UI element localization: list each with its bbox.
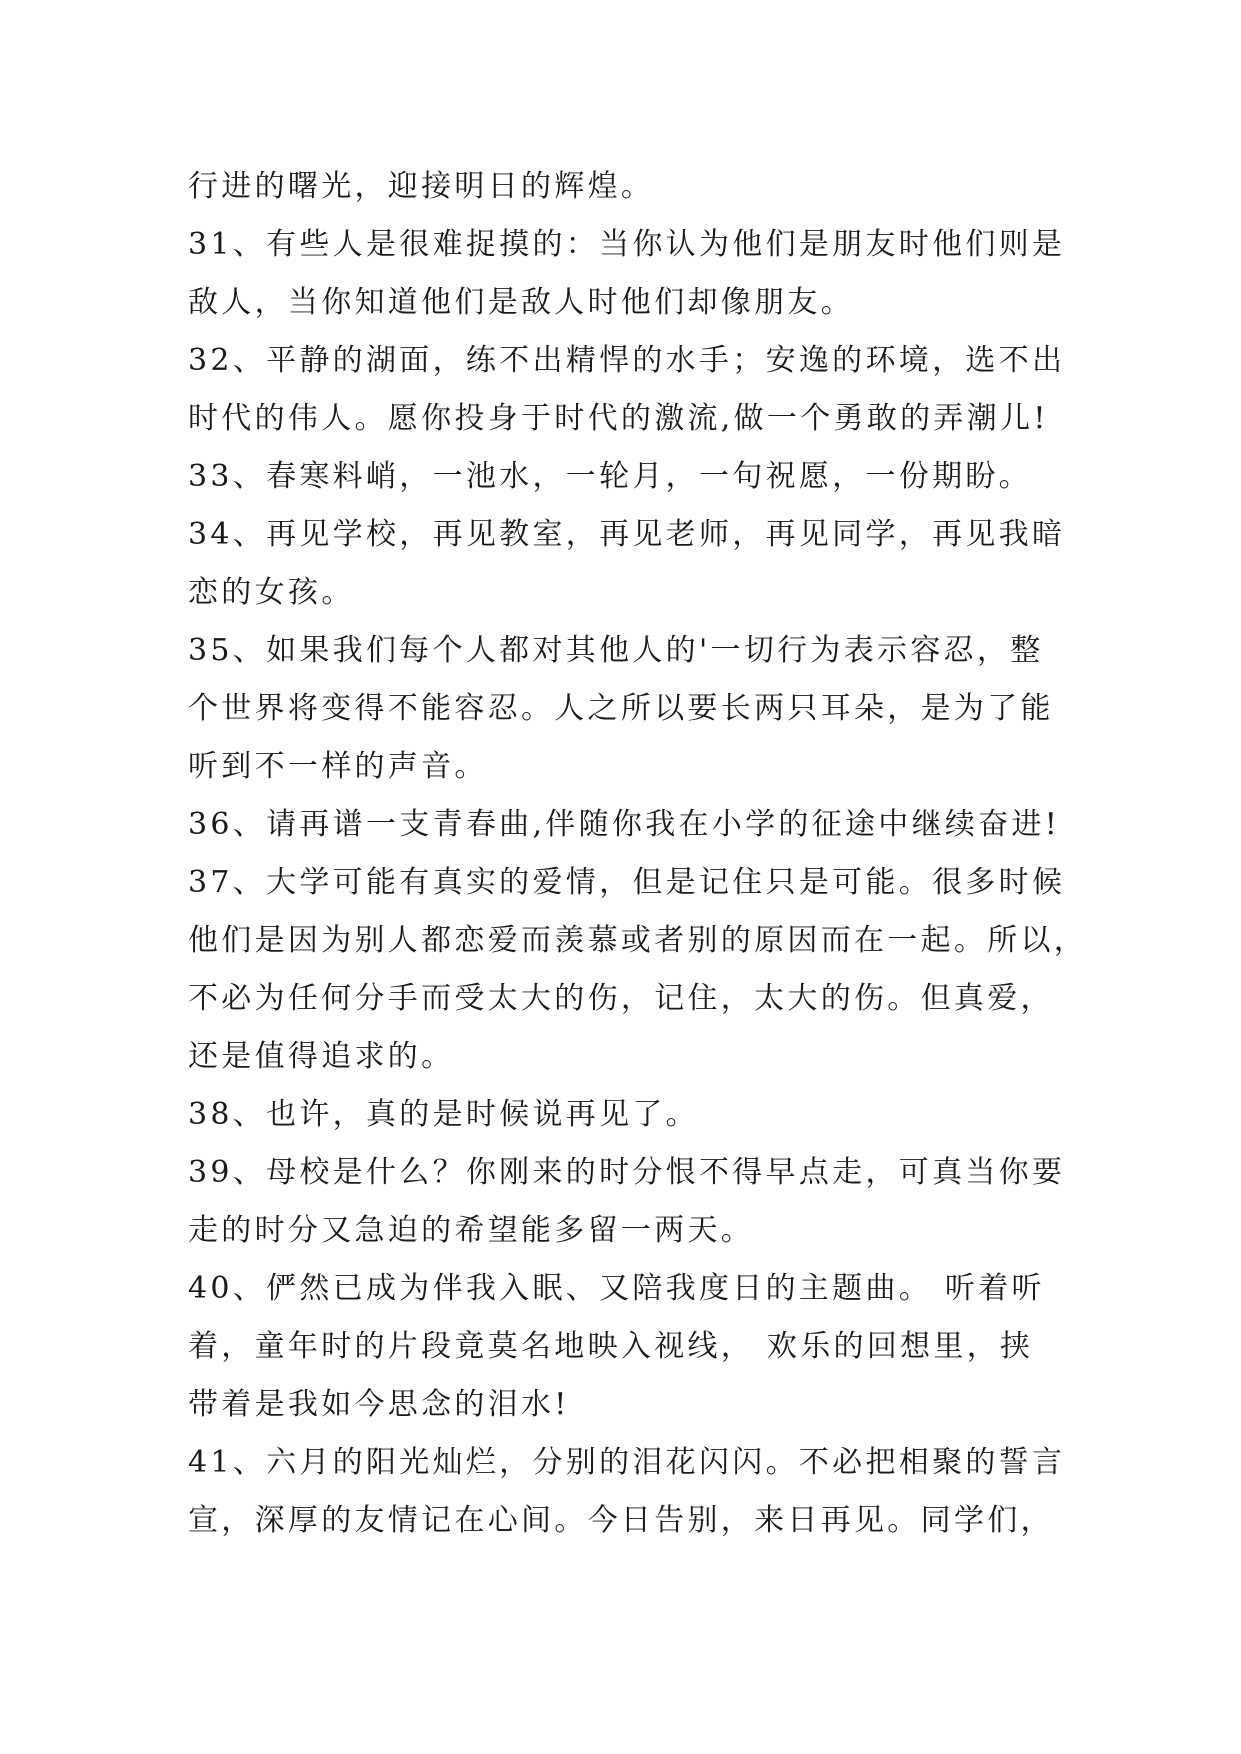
text-line: 33、春寒料峭，一池水，一轮月，一句祝愿，一份期盼。	[188, 459, 1032, 494]
text-line: 32、平静的湖面，练不出精悍的水手；安逸的环境，选不出	[188, 343, 1066, 378]
text-line: 他们是因为别人都恋爱而羡慕或者别的原因而在一起。所以，	[188, 923, 1088, 958]
text-line: 35、如果我们每个人都对其他人的'一切行为表示容忍，整	[188, 633, 1044, 668]
text-line: 宣，深厚的友情记在心间。今日告别，来日再见。同学们，	[188, 1503, 1054, 1538]
text-line: 敌人，当你知道他们是敌人时他们却像朋友。	[188, 285, 854, 320]
text-line: 38、也许，真的是时候说再见了。	[188, 1097, 699, 1132]
text-line: 带着是我如今思念的泪水!	[188, 1387, 570, 1422]
text-line: 恋的女孩。	[188, 575, 355, 610]
text-line: 39、母校是什么？你刚来的时分恨不得早点走，可真当你要	[188, 1155, 1066, 1190]
text-line: 时代的伟人。愿你投身于时代的激流,做一个勇敢的弄潮儿!	[188, 401, 1049, 436]
text-line: 个世界将变得不能容忍。人之所以要长两只耳朵，是为了能	[188, 691, 1054, 726]
text-line: 40、俨然已成为伴我入眠、又陪我度日的主题曲。 听着听	[188, 1271, 1045, 1306]
text-line: 不必为任何分手而受太大的伤，记住，太大的伤。但真爱，	[188, 981, 1054, 1016]
text-line: 34、再见学校，再见教室，再见老师，再见同学，再见我暗	[188, 517, 1066, 552]
text-line: 听到不一样的声音。	[188, 749, 488, 784]
text-line: 走的时分又急迫的希望能多留一两天。	[188, 1213, 755, 1248]
text-line: 36、请再谱一支青春曲,伴随你我在小学的征途中继续奋进!	[188, 807, 1061, 842]
text-line: 着，童年时的片段竟莫名地映入视线， 欢乐的回想里，挟	[188, 1329, 1034, 1364]
text-line: 还是值得追求的。	[188, 1039, 455, 1074]
text-line: 行进的曙光，迎接明日的辉煌。	[188, 169, 655, 204]
text-line: 37、大学可能有真实的爱情，但是记住只是可能。很多时候	[188, 865, 1066, 900]
text-line: 41、六月的阳光灿烂，分别的泪花闪闪。不必把相聚的誓言	[188, 1445, 1066, 1480]
text-line: 31、有些人是很难捉摸的：当你认为他们是朋友时他们则是	[188, 227, 1066, 262]
document-body	[188, 158, 1088, 1550]
